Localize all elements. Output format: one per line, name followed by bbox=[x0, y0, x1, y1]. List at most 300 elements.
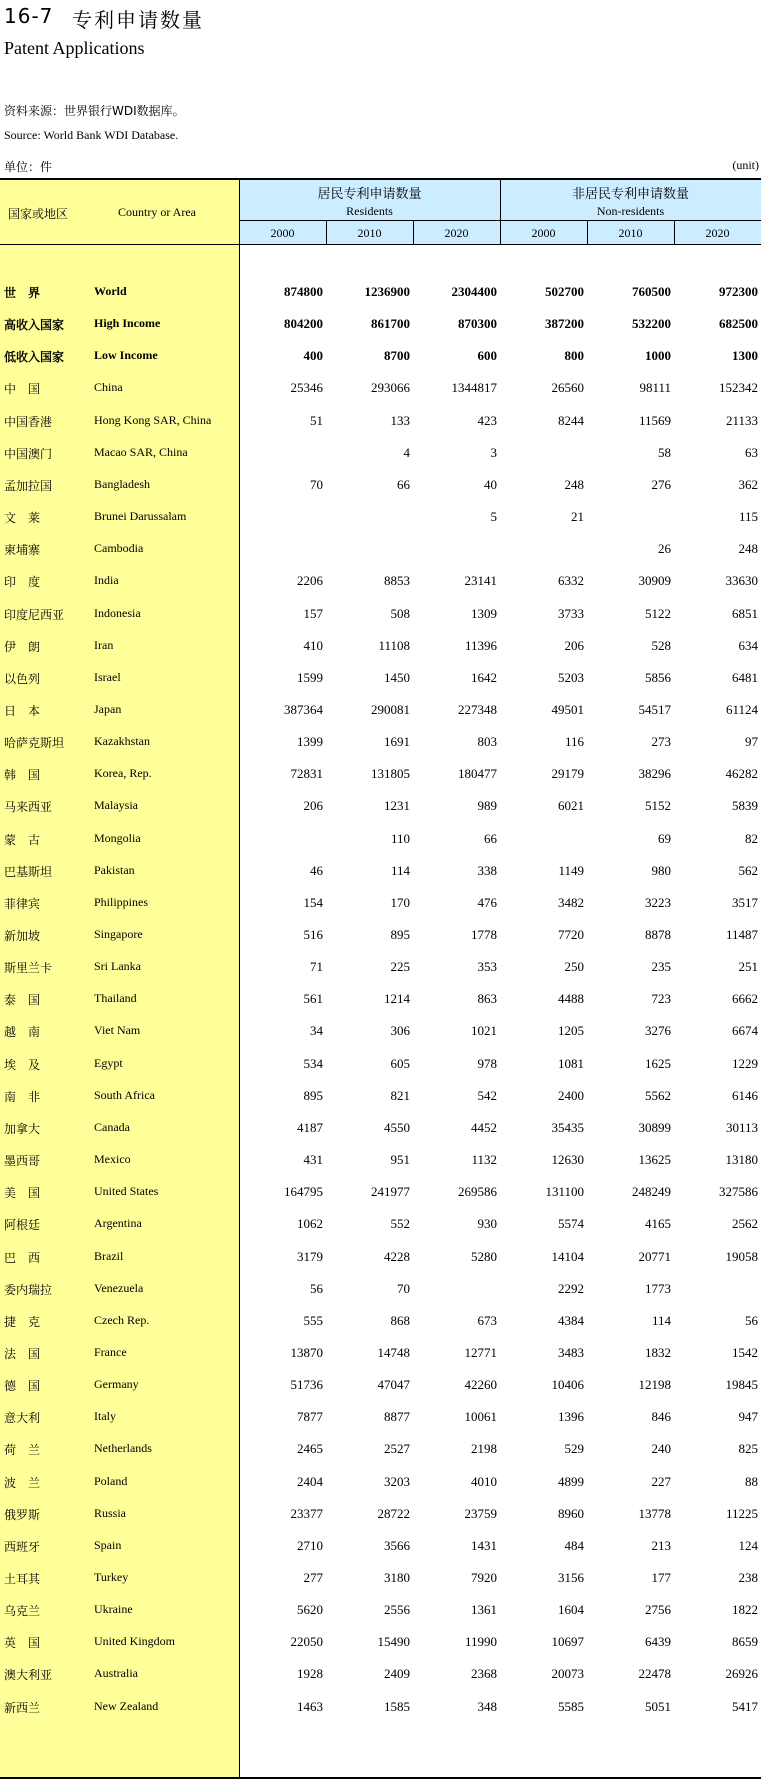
table-cell: 868 bbox=[390, 1312, 410, 1328]
table-cell: 2292 bbox=[558, 1280, 584, 1296]
table-cell: 3180 bbox=[384, 1570, 410, 1585]
table-cell: 54517 bbox=[638, 701, 671, 717]
table-cell: 8853 bbox=[384, 573, 410, 589]
residents-header bbox=[239, 183, 500, 219]
table-cell: 124 bbox=[738, 1537, 758, 1553]
table-cell: 6439 bbox=[645, 1634, 671, 1650]
table-cell: 947 bbox=[738, 1409, 758, 1425]
table-cell: 484 bbox=[564, 1537, 584, 1553]
country-name-en: Australia bbox=[94, 1666, 138, 1681]
table-cell: 2556 bbox=[384, 1602, 410, 1618]
country-name-en: Netherlands bbox=[94, 1441, 152, 1456]
table-cell: 152342 bbox=[719, 380, 758, 396]
table-cell: 1822 bbox=[732, 1602, 758, 1618]
table-cell: 157 bbox=[303, 605, 323, 621]
country-name-zh: 土耳其 bbox=[4, 1572, 41, 1586]
table-row bbox=[0, 886, 761, 918]
table-cell: 56 bbox=[310, 1280, 323, 1296]
residents-header-zh: 居民专利申请数量 bbox=[317, 187, 422, 202]
table-cell: 1642 bbox=[471, 669, 497, 685]
table-cell: 3 bbox=[490, 444, 497, 460]
table-row bbox=[0, 1497, 761, 1529]
table-row bbox=[0, 1304, 761, 1336]
table-cell: 4228 bbox=[384, 1248, 410, 1264]
table-row bbox=[0, 339, 761, 371]
country-name-zh: 乌克兰 bbox=[4, 1604, 41, 1619]
table-cell: 20073 bbox=[551, 1666, 584, 1682]
table-cell: 6662 bbox=[732, 991, 758, 1007]
table-cell: 1205 bbox=[558, 1023, 584, 1039]
table-cell: 6021 bbox=[558, 798, 584, 814]
country-name-en: Poland bbox=[94, 1473, 128, 1488]
country-name-en: New Zealand bbox=[94, 1698, 159, 1713]
table-cell: 3566 bbox=[384, 1537, 410, 1553]
table-cell: 170 bbox=[390, 894, 410, 910]
table-row bbox=[0, 1175, 761, 1207]
table-cell: 110 bbox=[390, 830, 410, 846]
table-cell: 276 bbox=[651, 476, 671, 492]
country-name-en: Iran bbox=[94, 637, 114, 652]
country-name-zh: 伊 朗 bbox=[4, 639, 41, 654]
table-cell: 387200 bbox=[545, 316, 584, 332]
table-row bbox=[0, 693, 761, 725]
table-cell: 2409 bbox=[384, 1666, 410, 1682]
country-name-en: Ukraine bbox=[94, 1602, 133, 1617]
table-row bbox=[0, 597, 761, 629]
table-row bbox=[0, 532, 761, 564]
table-cell: 4488 bbox=[558, 991, 584, 1007]
table-row bbox=[0, 1368, 761, 1400]
table-cell: 804200 bbox=[284, 316, 323, 332]
table-cell: 476 bbox=[477, 894, 497, 910]
table-cell: 2404 bbox=[297, 1473, 323, 1489]
table-cell: 13180 bbox=[725, 1152, 758, 1168]
table-cell: 49501 bbox=[551, 701, 584, 717]
table-cell: 225 bbox=[390, 959, 410, 975]
country-name-en: Malaysia bbox=[94, 798, 138, 813]
table-cell: 40 bbox=[484, 476, 497, 492]
country-name-en: India bbox=[94, 573, 119, 588]
country-name-en: Israel bbox=[94, 669, 121, 684]
country-name-en: China bbox=[94, 380, 123, 395]
country-name-zh: 印 度 bbox=[4, 575, 41, 590]
table-cell: 1625 bbox=[645, 1055, 671, 1071]
country-name-zh: 南 非 bbox=[4, 1089, 41, 1104]
country-name-en: Brunei Darussalam bbox=[94, 509, 187, 524]
table-cell: 4165 bbox=[645, 1216, 671, 1232]
table-cell: 1832 bbox=[645, 1344, 671, 1360]
table-cell: 30899 bbox=[638, 1119, 671, 1135]
table-cell: 35435 bbox=[551, 1119, 584, 1135]
table-cell: 3156 bbox=[558, 1570, 584, 1585]
country-name-en: France bbox=[94, 1344, 127, 1359]
table-row bbox=[0, 1336, 761, 1368]
table-row bbox=[0, 1079, 761, 1111]
table-cell: 20771 bbox=[638, 1248, 671, 1264]
table-row bbox=[0, 500, 761, 532]
table-cell: 11569 bbox=[638, 412, 671, 428]
table-cell: 46 bbox=[310, 862, 323, 878]
country-name-en: Korea, Rep. bbox=[94, 766, 152, 781]
table-cell: 4 bbox=[403, 444, 410, 460]
table-cell: 2465 bbox=[297, 1441, 323, 1457]
table-cell: 532200 bbox=[632, 316, 671, 332]
table-cell: 269586 bbox=[458, 1184, 497, 1200]
table-cell: 1604 bbox=[558, 1602, 584, 1618]
table-cell: 8877 bbox=[384, 1409, 410, 1425]
table-cell: 227348 bbox=[458, 701, 497, 717]
country-name-en: Argentina bbox=[94, 1216, 142, 1231]
table-cell: 1585 bbox=[384, 1698, 410, 1714]
table-cell: 1236900 bbox=[364, 284, 410, 299]
table-cell: 240 bbox=[651, 1441, 671, 1457]
source-note-en: Source: World Bank WDI Database. bbox=[4, 128, 179, 142]
table-cell: 4010 bbox=[471, 1473, 497, 1489]
table-cell: 1778 bbox=[471, 927, 497, 942]
country-name-en: United Kingdom bbox=[94, 1634, 175, 1649]
country-name-zh: 中国澳门 bbox=[4, 446, 53, 461]
table-cell: 23141 bbox=[464, 573, 497, 589]
table-cell: 353 bbox=[477, 959, 497, 975]
country-name-en: Indonesia bbox=[94, 605, 141, 620]
table-cell: 2562 bbox=[732, 1216, 758, 1232]
table-cell: 1928 bbox=[297, 1666, 323, 1682]
country-name-en: Sri Lanka bbox=[94, 959, 141, 974]
year-header: 2020 bbox=[444, 226, 469, 240]
source-note-zh: 资料来源：世界银行WDI数据库。 bbox=[4, 104, 185, 118]
country-name-zh: 澳大利亚 bbox=[4, 1668, 53, 1683]
table-row bbox=[0, 275, 761, 307]
table-cell: 88 bbox=[745, 1473, 758, 1489]
table-row bbox=[0, 436, 761, 468]
table-cell: 10061 bbox=[464, 1409, 497, 1425]
table-cell: 1463 bbox=[297, 1698, 323, 1714]
table-cell: 3483 bbox=[558, 1344, 584, 1360]
country-name-zh: 蒙 古 bbox=[4, 832, 41, 847]
table-cell: 7920 bbox=[471, 1570, 497, 1585]
country-name-zh: 印度尼西亚 bbox=[4, 607, 65, 622]
table-cell: 1361 bbox=[471, 1602, 497, 1618]
table-cell: 3203 bbox=[384, 1473, 410, 1489]
country-name-zh: 西班牙 bbox=[4, 1539, 41, 1554]
table-cell: 10406 bbox=[551, 1377, 584, 1393]
table-cell: 8700 bbox=[384, 348, 410, 364]
country-name-zh: 捷 克 bbox=[4, 1314, 41, 1329]
table-cell: 241977 bbox=[371, 1184, 410, 1200]
table-cell: 290081 bbox=[371, 701, 410, 717]
table-cell: 861700 bbox=[371, 316, 410, 332]
table-row bbox=[0, 371, 761, 403]
country-name-zh: 俄罗斯 bbox=[4, 1507, 41, 1522]
country-name-zh: 低收入国家 bbox=[4, 350, 65, 365]
country-name-zh: 英 国 bbox=[4, 1636, 41, 1651]
table-cell: 46282 bbox=[725, 766, 758, 782]
country-name-zh: 法 国 bbox=[4, 1346, 41, 1361]
table-cell: 895 bbox=[303, 1087, 323, 1103]
country-name-zh: 埃 及 bbox=[4, 1057, 41, 1072]
country-name-zh: 阿根廷 bbox=[4, 1218, 41, 1233]
table-cell: 5620 bbox=[297, 1602, 323, 1618]
table-row bbox=[0, 1561, 761, 1593]
table-cell: 69 bbox=[658, 830, 671, 846]
table-row bbox=[0, 307, 761, 339]
table-cell: 56 bbox=[745, 1312, 758, 1328]
table-cell: 70 bbox=[310, 476, 323, 492]
country-name-zh: 日 本 bbox=[4, 703, 41, 718]
nonresidents-header bbox=[500, 183, 761, 219]
country-name-zh: 以色列 bbox=[4, 671, 41, 686]
country-name-zh: 波 兰 bbox=[4, 1475, 41, 1490]
table-cell: 760500 bbox=[632, 284, 671, 299]
table-cell: 251 bbox=[738, 959, 758, 975]
country-name-en: Germany bbox=[94, 1377, 139, 1392]
table-cell: 1431 bbox=[471, 1537, 497, 1553]
table-cell: 5122 bbox=[645, 605, 671, 621]
table-cell: 206 bbox=[303, 798, 323, 814]
year-header: 2000 bbox=[531, 226, 556, 240]
table-cell: 131805 bbox=[371, 766, 410, 782]
country-name-zh: 德 国 bbox=[4, 1379, 41, 1394]
country-name-zh: 中 国 bbox=[4, 382, 41, 397]
table-cell: 1062 bbox=[297, 1216, 323, 1232]
table-cell: 34 bbox=[310, 1023, 323, 1039]
table-cell: 400 bbox=[303, 348, 323, 364]
table-row bbox=[0, 1400, 761, 1432]
table-cell: 5 bbox=[490, 509, 497, 525]
table-cell: 542 bbox=[477, 1087, 497, 1103]
country-name-zh: 墨西哥 bbox=[4, 1154, 41, 1169]
table-row bbox=[0, 1529, 761, 1561]
table-cell: 516 bbox=[303, 927, 323, 942]
table-cell: 978 bbox=[477, 1055, 497, 1071]
table-cell: 248249 bbox=[632, 1184, 671, 1200]
country-name-zh: 泰 国 bbox=[4, 993, 41, 1008]
table-cell: 82 bbox=[745, 830, 758, 846]
table-cell: 21 bbox=[571, 509, 584, 525]
table-cell: 22478 bbox=[638, 1666, 671, 1682]
table-cell: 3223 bbox=[645, 894, 671, 910]
table-cell: 71 bbox=[310, 959, 323, 975]
table-row bbox=[0, 918, 761, 950]
table-cell: 19845 bbox=[725, 1377, 758, 1393]
table-cell: 11108 bbox=[378, 637, 410, 653]
table-cell: 800 bbox=[564, 348, 584, 364]
table-cell: 338 bbox=[477, 862, 497, 878]
table-cell: 248 bbox=[738, 541, 758, 557]
table-cell: 723 bbox=[651, 991, 671, 1007]
table-cell: 930 bbox=[477, 1216, 497, 1232]
table-cell: 529 bbox=[564, 1441, 584, 1457]
country-name-en: High Income bbox=[94, 316, 161, 331]
country-name-en: Czech Rep. bbox=[94, 1312, 150, 1327]
table-cell: 1081 bbox=[558, 1055, 584, 1071]
table-row bbox=[0, 1432, 761, 1464]
table-cell: 2368 bbox=[471, 1666, 497, 1682]
unit-label-en: (unit) bbox=[732, 158, 759, 172]
table-cell: 133 bbox=[390, 412, 410, 428]
country-name-en: Egypt bbox=[94, 1055, 123, 1070]
table-cell: 26 bbox=[658, 541, 671, 557]
table-cell: 508 bbox=[390, 605, 410, 621]
table-cell: 1231 bbox=[384, 798, 410, 814]
table-cell: 8960 bbox=[558, 1505, 584, 1521]
table-row bbox=[0, 404, 761, 436]
table-cell: 180477 bbox=[458, 766, 497, 782]
table-cell: 116 bbox=[564, 734, 584, 750]
table-cell: 11487 bbox=[725, 927, 758, 942]
table-cell: 3276 bbox=[645, 1023, 671, 1039]
table-cell: 4452 bbox=[471, 1119, 497, 1135]
table-cell: 5839 bbox=[732, 798, 758, 814]
table-cell: 4550 bbox=[384, 1119, 410, 1135]
table-cell: 1599 bbox=[297, 669, 323, 685]
table-cell: 555 bbox=[303, 1312, 323, 1328]
table-cell: 213 bbox=[651, 1537, 671, 1553]
table-cell: 821 bbox=[390, 1087, 410, 1103]
table-row bbox=[0, 1014, 761, 1046]
table-cell: 13778 bbox=[638, 1505, 671, 1521]
table-cell: 951 bbox=[390, 1152, 410, 1168]
country-name-zh: 世 界 bbox=[4, 286, 41, 300]
country-name-en: Brazil bbox=[94, 1248, 124, 1263]
table-cell: 235 bbox=[651, 959, 671, 975]
country-name-en: Turkey bbox=[94, 1570, 129, 1584]
table-cell: 5585 bbox=[558, 1698, 584, 1714]
country-header-zh: 国家或地区 bbox=[8, 207, 69, 221]
table-cell: 348 bbox=[477, 1698, 497, 1714]
year-header: 2000 bbox=[270, 226, 295, 240]
table-cell: 5574 bbox=[558, 1216, 584, 1232]
table-cell: 21133 bbox=[725, 412, 758, 428]
table-cell: 387364 bbox=[284, 701, 323, 717]
country-name-en: Pakistan bbox=[94, 862, 135, 877]
table-number: 16-7 bbox=[4, 4, 54, 28]
country-name-en: Macao SAR, China bbox=[94, 444, 188, 459]
table-cell: 8878 bbox=[645, 927, 671, 942]
table-row bbox=[0, 1625, 761, 1657]
country-name-zh: 新西兰 bbox=[4, 1700, 41, 1715]
table-cell: 29179 bbox=[551, 766, 584, 782]
table-cell: 11396 bbox=[464, 637, 497, 653]
table-cell: 19058 bbox=[725, 1248, 758, 1264]
country-name-en: Kazakhstan bbox=[94, 734, 150, 749]
table-row bbox=[0, 1111, 761, 1143]
table-cell: 423 bbox=[477, 412, 497, 428]
table-cell: 863 bbox=[477, 991, 497, 1007]
country-name-en: Viet Nam bbox=[94, 1023, 141, 1038]
country-name-zh: 菲律宾 bbox=[4, 896, 41, 911]
table-row bbox=[0, 757, 761, 789]
table-row bbox=[0, 854, 761, 886]
table-cell: 895 bbox=[390, 927, 410, 942]
table-top-rule bbox=[0, 178, 761, 180]
table-cell: 8659 bbox=[732, 1634, 758, 1650]
table-cell: 13870 bbox=[290, 1344, 323, 1360]
table-cell: 114 bbox=[651, 1312, 671, 1328]
country-name-zh: 马来西亚 bbox=[4, 800, 53, 815]
table-cell: 248 bbox=[564, 476, 584, 492]
table-cell: 2756 bbox=[645, 1602, 671, 1618]
table-cell: 7720 bbox=[558, 927, 584, 942]
country-name-en: Russia bbox=[94, 1505, 127, 1520]
table-cell: 3517 bbox=[732, 894, 758, 910]
table-cell: 66 bbox=[484, 830, 497, 846]
table-cell: 98111 bbox=[639, 380, 671, 396]
table-row bbox=[0, 1657, 761, 1689]
table-cell: 6481 bbox=[732, 669, 758, 685]
table-cell: 154 bbox=[303, 894, 323, 910]
table-cell: 11990 bbox=[464, 1634, 497, 1650]
table-cell: 561 bbox=[303, 991, 323, 1007]
table-cell: 362 bbox=[738, 476, 758, 492]
table-cell: 13625 bbox=[638, 1152, 671, 1168]
table-cell: 989 bbox=[477, 798, 497, 814]
table-cell: 6146 bbox=[732, 1087, 758, 1103]
table-cell: 306 bbox=[390, 1023, 410, 1039]
table-cell: 803 bbox=[477, 734, 497, 750]
country-name-zh: 美 国 bbox=[4, 1186, 41, 1201]
header-subrule bbox=[239, 220, 761, 221]
table-cell: 552 bbox=[390, 1216, 410, 1232]
country-name-zh: 委内瑞拉 bbox=[4, 1282, 53, 1297]
table-cell: 227 bbox=[651, 1473, 671, 1489]
table-cell: 12198 bbox=[638, 1377, 671, 1393]
country-name-zh: 意大利 bbox=[4, 1411, 41, 1426]
table-cell: 10697 bbox=[551, 1634, 584, 1650]
table-cell: 26926 bbox=[725, 1666, 758, 1682]
country-name-en: Spain bbox=[94, 1537, 122, 1552]
country-name-en: United States bbox=[94, 1184, 159, 1199]
year-header: 2020 bbox=[705, 226, 730, 240]
country-name-zh: 韩 国 bbox=[4, 768, 41, 783]
table-cell: 23377 bbox=[290, 1505, 323, 1521]
table-row bbox=[0, 982, 761, 1014]
table-row bbox=[0, 468, 761, 500]
table-cell: 33630 bbox=[725, 573, 758, 589]
table-cell: 502700 bbox=[545, 284, 584, 299]
country-name-en: Bangladesh bbox=[94, 476, 150, 491]
table-cell: 14748 bbox=[377, 1344, 410, 1360]
table-row bbox=[0, 1465, 761, 1497]
table-cell: 12630 bbox=[551, 1152, 584, 1168]
table-cell: 277 bbox=[303, 1570, 323, 1585]
table-cell: 634 bbox=[738, 637, 758, 653]
table-cell: 825 bbox=[738, 1441, 758, 1457]
table-cell: 3179 bbox=[297, 1248, 323, 1264]
country-name-en: Cambodia bbox=[94, 541, 144, 556]
table-cell: 51736 bbox=[290, 1377, 323, 1393]
table-cell: 846 bbox=[651, 1409, 671, 1425]
table-cell: 22050 bbox=[290, 1634, 323, 1650]
country-header-en: Country or Area bbox=[118, 205, 196, 219]
table-cell: 1300 bbox=[732, 348, 758, 364]
country-name-zh: 加拿大 bbox=[4, 1121, 41, 1136]
table-cell: 1229 bbox=[732, 1055, 758, 1071]
table-row bbox=[0, 822, 761, 854]
page-title-en: Patent Applications bbox=[4, 38, 145, 58]
table-cell: 4899 bbox=[558, 1473, 584, 1489]
table-cell: 293066 bbox=[371, 380, 410, 396]
table-cell: 1021 bbox=[471, 1023, 497, 1039]
table-cell: 870300 bbox=[458, 316, 497, 332]
country-name-en: Mexico bbox=[94, 1152, 131, 1167]
table-row bbox=[0, 1047, 761, 1079]
country-name-zh: 荷 兰 bbox=[4, 1443, 41, 1458]
country-name-en: Hong Kong SAR, China bbox=[94, 412, 212, 427]
table-cell: 1309 bbox=[471, 605, 497, 621]
country-name-zh: 哈萨克斯坦 bbox=[4, 736, 65, 751]
table-cell: 12771 bbox=[464, 1344, 497, 1360]
